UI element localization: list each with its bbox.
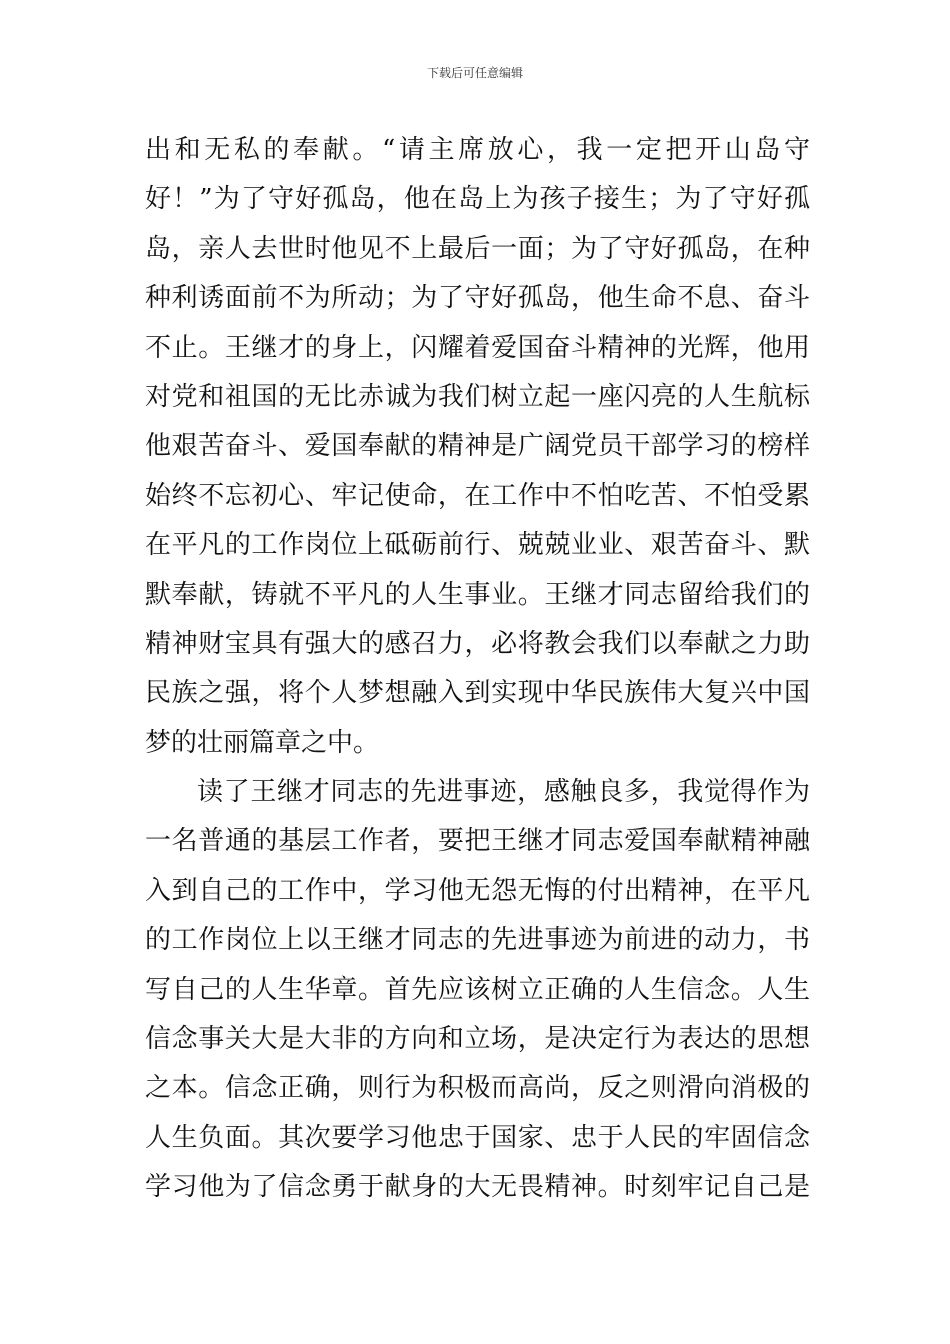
text-line: 信念事关大是大非的方向和立场，是决定行为表达的思想 — [145, 1024, 810, 1055]
document-body — [145, 126, 810, 1213]
text-line: 精神财宝具有强大的感召力，必将教会我们以奉献之力助 — [145, 628, 810, 659]
page-header: 下载后可任意编辑 — [426, 66, 523, 80]
text-line: 种利诱面前不为所动；为了守好孤岛，他生命不息、奋斗 — [145, 283, 810, 314]
text-line: 人生负面。其次要学习他忠于国家、忠于人民的牢固信念 — [145, 1122, 810, 1153]
text-line: 好！”为了守好孤岛，他在岛上为孩子接生；为了守好孤 — [145, 184, 810, 215]
text-line: 对党和祖国的无比赤诚为我们树立起一座闪亮的人生航标 — [145, 381, 810, 412]
text-line: 岛，亲人去世时他见不上最后一面；为了守好孤岛，在种 — [145, 233, 810, 264]
text-line: 一名普通的基层工作者，要把王继才同志爱国奉献精神融 — [145, 826, 810, 857]
text-line: 之本。信念正确，则行为积极而高尚，反之则滑向消极的 — [145, 1073, 810, 1104]
paragraph-end-line: 梦的壮丽篇章之中。 — [145, 727, 380, 758]
text-line: 他艰苦奋斗、爱国奉献的精神是广阔党员干部学习的榜样 — [145, 431, 810, 462]
text-line: 入到自己的工作中，学习他无怨无悔的付出精神，在平凡 — [145, 875, 810, 906]
text-line: 始终不忘初心、牢记使命，在工作中不怕吃苦、不怕受累 — [145, 480, 810, 511]
text-line: 民族之强，将个人梦想融入到实现中华民族伟大复兴中国 — [145, 678, 810, 709]
text-line: 默奉献，铸就不平凡的人生事业。王继才同志留给我们的 — [145, 579, 810, 610]
text-line: 出和无私的奉献。“请主席放心，我一定把开山岛守 — [145, 135, 810, 165]
paragraph-start-line: 读了王继才同志的先进事迹，感触良多，我觉得作为 — [197, 777, 810, 808]
text-line: 的工作岗位上以王继才同志的先进事迹为前进的动力，书 — [145, 925, 810, 956]
text-line: 在平凡的工作岗位上砥砺前行、兢兢业业、艰苦奋斗、默 — [145, 530, 810, 561]
text-line: 学习他为了信念勇于献身的大无畏精神。时刻牢记自己是 — [145, 1172, 810, 1203]
text-line: 不止。王继才的身上，闪耀着爱国奋斗精神的光辉，他用 — [145, 332, 810, 363]
text-line: 写自己的人生华章。首先应该树立正确的人生信念。人生 — [145, 974, 810, 1005]
